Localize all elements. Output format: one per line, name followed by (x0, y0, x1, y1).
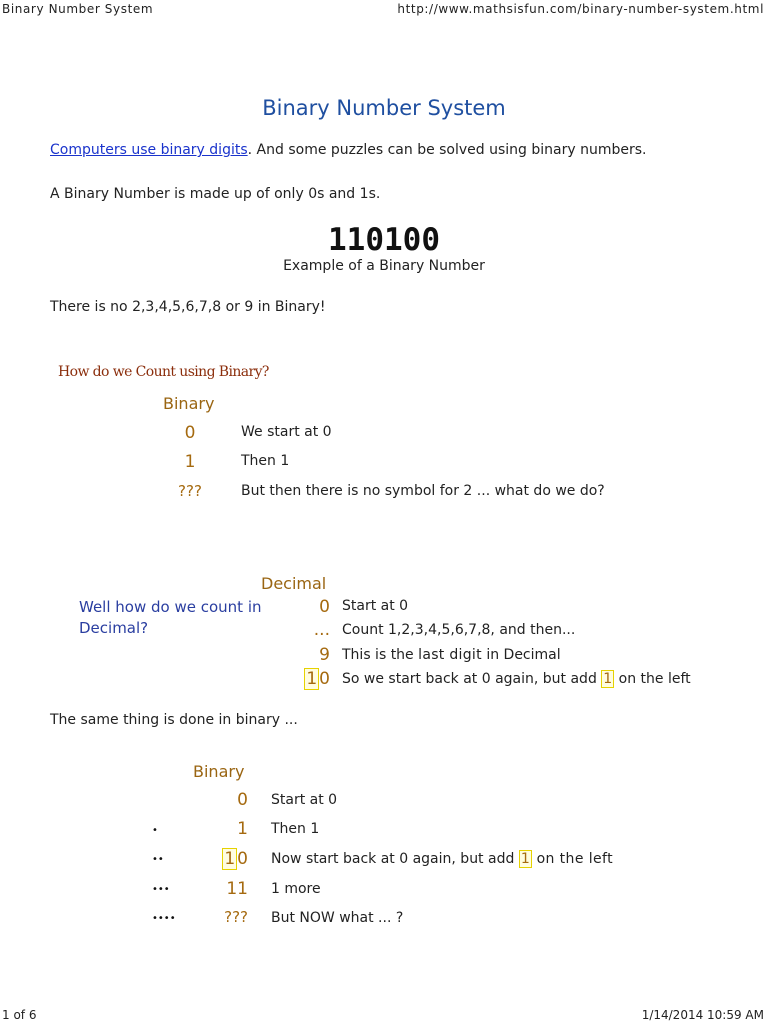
binary-count-text (271, 851, 613, 867)
decimal-text-suffix: in Decimal (481, 647, 561, 663)
binary-count-digit: 11 (226, 879, 248, 899)
decimal-text-prefix: This is the (342, 647, 419, 663)
binary-intro-heading: Binary (163, 394, 215, 413)
highlighted-one: 1 (603, 671, 613, 687)
highlighted-digit: 1 (306, 669, 318, 689)
print-header-url: http://www.mathsisfun.com/binary-number-system.html (397, 2, 764, 16)
binary-count-text: Start at 0 (271, 792, 338, 808)
computers-binary-link[interactable]: Computers use binary digits (50, 142, 248, 158)
binary-intro-text: We start at 0 (241, 424, 332, 440)
decimal-question: Well how do we count in Decimal? (79, 598, 262, 637)
decimal-text: Count 1,2,3,4,5,6,7,8, and then... (342, 622, 576, 638)
page-title: Binary Number System (262, 96, 506, 120)
print-footer-page: 1 of 6 (2, 1008, 37, 1022)
binary-count-digit: 0 (237, 790, 248, 810)
intro-text: . And some puzzles can be solved using binary numbers. (247, 142, 647, 158)
binary-count-text: But NOW what ... ? (271, 910, 404, 926)
made-up-text: A Binary Number is made up of only (50, 186, 309, 202)
intro-paragraph (50, 142, 647, 158)
binary-intro-digit: ??? (178, 482, 202, 500)
made-up-one: 1 (359, 186, 369, 202)
count-heading: How do we Count using Binary? (58, 364, 269, 380)
digit-rest: 0 (319, 669, 330, 689)
binary-intro-text: Then 1 (241, 453, 290, 469)
made-up-paragraph (50, 186, 380, 202)
binary-count-heading: Binary (193, 762, 245, 781)
decimal-text (342, 647, 561, 663)
binary-count-text-suffix: on the left (531, 851, 613, 867)
binary-intro-digit: 1 (184, 452, 196, 472)
decimal-digit-ten (304, 669, 330, 689)
decimal-heading: Decimal (261, 574, 327, 593)
decimal-text: Start at 0 (342, 598, 409, 614)
same-thing-paragraph: The same thing is done in binary ... (50, 712, 298, 728)
decimal-digit: ... (313, 620, 330, 640)
binary-count-digit-ten (222, 849, 248, 869)
binary-count-digit: ??? (224, 908, 248, 926)
binary-count-text: Then 1 (271, 821, 320, 837)
count-dots: • (152, 825, 158, 836)
count-dots: ••• (152, 884, 170, 895)
last-digit-emphasis: last digit (418, 647, 482, 663)
binary-intro-digit: 0 (184, 423, 196, 443)
print-footer-timestamp: 1/14/2014 10:59 AM (641, 1008, 764, 1022)
example-binary-number: 110100 (328, 222, 440, 258)
decimal-digit: 9 (319, 645, 330, 665)
made-up-text-2: s and (317, 186, 360, 202)
count-dots: •••• (152, 913, 176, 924)
count-dots: •• (152, 854, 164, 865)
decimal-text-prefix: So we start back at 0 again, but add (342, 671, 602, 687)
made-up-text-3: s. (368, 186, 381, 202)
binary-count-digit: 1 (237, 819, 248, 839)
binary-count-text: 1 more (271, 881, 321, 897)
decimal-digit: 0 (319, 597, 330, 617)
no-digits-paragraph: There is no 2,3,4,5,6,7,8 or 9 in Binary! (50, 299, 326, 315)
made-up-zero: 0 (308, 186, 318, 202)
highlighted-one: 1 (520, 851, 530, 867)
binary-intro-text: But then there is no symbol for 2 ... what do we do? (241, 483, 605, 499)
binary-count-text-prefix: Now start back at 0 again, but add (271, 851, 519, 867)
decimal-text-suffix: on the left (614, 671, 691, 687)
highlighted-digit: 1 (224, 849, 236, 869)
digit-rest: 0 (237, 849, 248, 869)
example-caption: Example of a Binary Number (283, 258, 485, 274)
decimal-text (342, 671, 691, 687)
print-header-title: Binary Number System (2, 2, 154, 16)
